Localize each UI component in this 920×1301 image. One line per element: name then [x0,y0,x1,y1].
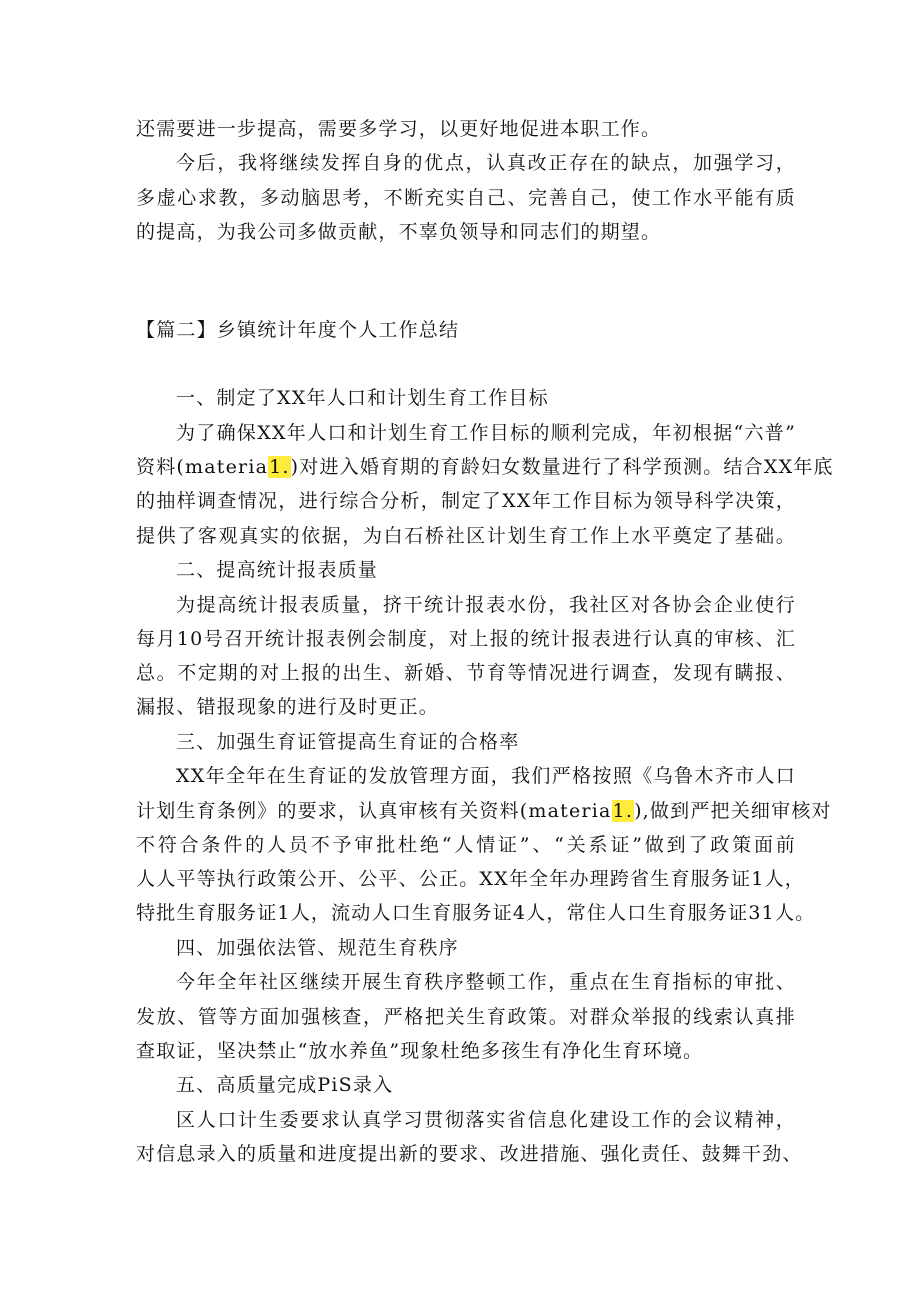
section-line: XX年全年在生育证的发放管理方面，我们严格按照《乌鲁木齐市人口 [176,765,796,787]
section-heading: 四、加强依法管、规范生育秩序 [176,937,459,959]
intro-line: 还需要进一步提高，需要多学习，以更好地促进本职工作。 [136,118,662,140]
section-line: 为了确保XX年人口和计划生育工作目标的顺利完成，年初根据“六普” [176,422,796,444]
section-line: 每月10号召开统计报表例会制度，对上报的统计报表进行认真的审核、汇 [136,628,796,650]
text-segment: )对进入婚育期的育龄妇女数量进行了科学预测。结合XX年底 [290,456,834,478]
text-segment: 计划生育条例》的要求，认真审核有关资料(materia [136,800,612,822]
section-line: 人人平等执行政策公开、公平、公正。XX年全年办理跨省生育服务证1人， [136,868,805,890]
section-heading: 五、高质量完成PiS录入 [176,1074,394,1096]
section-line: 今年全年社区继续开展生育秩序整顿工作，重点在生育指标的审批、 [176,971,796,993]
section-line: 查取证，坚决禁止“放水养鱼”现象杜绝多孩生有净化生育环境。 [136,1040,704,1062]
section-line: 的抽样调查情况，进行综合分析，制定了XX年工作目标为领导科学决策， [136,490,796,512]
highlight-mark: 1. [269,456,290,478]
article-title: 【篇二】乡镇统计年度个人工作总结 [136,319,460,341]
intro-paragraph-line: 的提高，为我公司多做贡献，不辜负领导和同志们的期望。 [136,221,662,243]
section-line: 提供了客观真实的依据，为白石桥社区计划生育工作上水平奠定了基础。 [136,525,796,547]
section-line: 漏报、错报现象的进行及时更正。 [136,696,440,718]
section-line: 特批生育服务证1人，流动人口生育服务证4人，常住人口生育服务证31人。 [136,902,816,924]
section-line-with-highlight [136,797,832,825]
section-line-with-highlight [136,453,834,481]
section-line: 为提高统计报表质量，挤干统计报表水份，我社区对各协会企业使行 [176,594,796,616]
highlight-mark: 1. [612,800,634,822]
section-line: 不符合条件的人员不予审批杜绝“人情证”、“关系证”做到了政策面前 [136,834,796,856]
section-line: 发放、管等方面加强核查，严格把关生育政策。对群众举报的线索认真排 [136,1006,796,1028]
intro-paragraph-line: 今后，我将继续发挥自身的优点，认真改正存在的缺点，加强学习， [176,152,796,174]
section-line: 对信息录入的质量和进度提出新的要求、改进措施、强化责任、鼓舞干劲、 [136,1143,803,1165]
section-heading: 二、提高统计报表质量 [176,559,379,581]
intro-paragraph-line: 多虚心求教，多动脑思考，不断充实自己、完善自己，使工作水平能有质 [136,187,796,209]
section-line: 区人口计生委要求认真学习贯彻落实省信息化建设工作的会议精神， [176,1109,796,1131]
section-line: 总。不定期的对上报的出生、新婚、节育等情况进行调查，发现有瞒报、 [136,662,796,684]
section-heading: 一、制定了XX年人口和计划生育工作目标 [176,387,549,409]
text-segment: 资料(materia [136,456,269,478]
text-segment: ),做到严把关细审核对 [634,800,832,822]
section-heading: 三、加强生育证管提高生育证的合格率 [176,731,520,753]
